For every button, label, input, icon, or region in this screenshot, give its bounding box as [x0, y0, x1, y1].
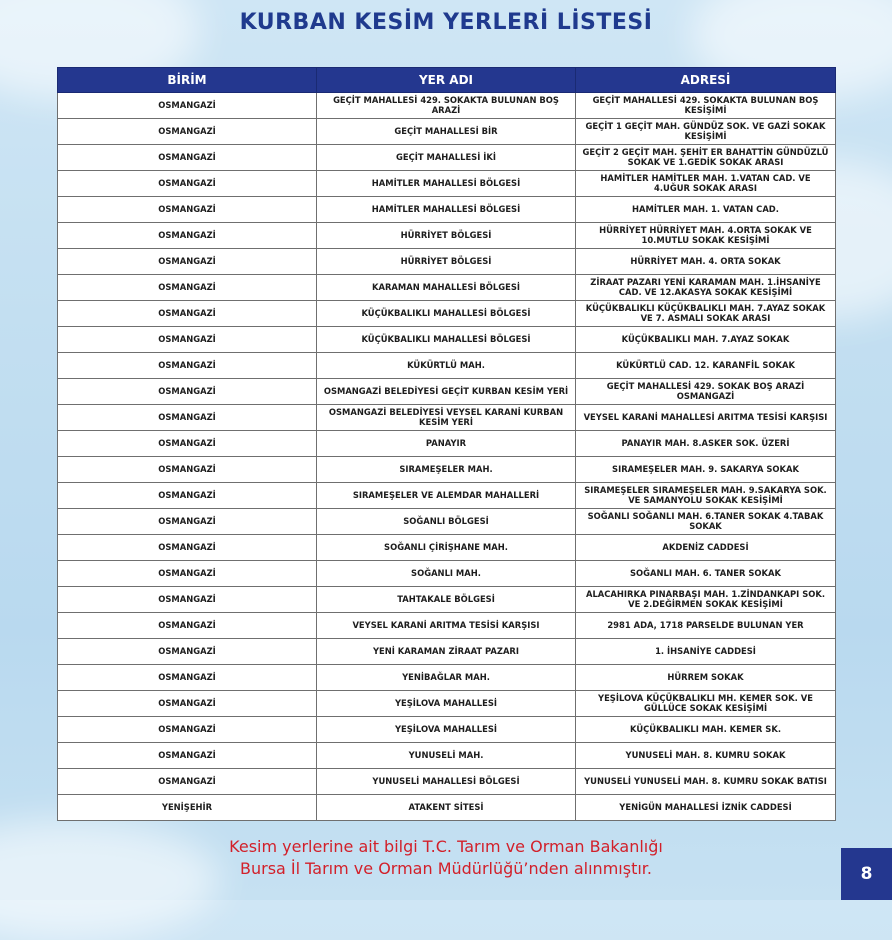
source-note-line-2: Bursa İl Tarım ve Orman Müdürlüğü’nden alınmıştır.	[240, 859, 652, 878]
cell-unit: OSMANGAZİ	[58, 223, 317, 249]
table-row	[58, 561, 836, 587]
source-note-line-1: Kesim yerlerine ait bilgi T.C. Tarım ve Orman Bakanlığı	[229, 837, 663, 856]
cell-unit: OSMANGAZİ	[58, 743, 317, 769]
cell-unit: OSMANGAZİ	[58, 197, 317, 223]
cell-address: SOĞANLI SOĞANLI MAH. 6.TANER SOKAK 4.TABAK SOKAK	[576, 509, 836, 535]
table-header-row	[58, 68, 836, 93]
cell-place-name: HÜRRİYET BÖLGESİ	[317, 249, 576, 275]
cell-address: HÜRREM SOKAK	[576, 665, 836, 691]
cell-address: YUNUSELİ YUNUSELİ MAH. 8. KUMRU SOKAK BATISI	[576, 769, 836, 795]
page-number-badge	[841, 848, 892, 900]
cell-place-name: SOĞANLI MAH.	[317, 561, 576, 587]
cell-address: 1. İHSANİYE CADDESİ	[576, 639, 836, 665]
cell-address: HAMİTLER HAMİTLER MAH. 1.VATAN CAD. VE 4.UĞUR SOKAK ARASI	[576, 171, 836, 197]
table-row	[58, 223, 836, 249]
cell-address: HÜRRİYET MAH. 4. ORTA SOKAK	[576, 249, 836, 275]
cell-address: PANAYIR MAH. 8.ASKER SOK. ÜZERİ	[576, 431, 836, 457]
table-row	[58, 379, 836, 405]
cell-place-name: SIRAMEŞELER MAH.	[317, 457, 576, 483]
cell-unit: OSMANGAZİ	[58, 379, 317, 405]
cell-place-name: KÜKÜRTLÜ MAH.	[317, 353, 576, 379]
cell-place-name: GEÇİT MAHALLESİ 429. SOKAKTA BULUNAN BOŞ ARAZİ	[317, 93, 576, 119]
cell-address: SOĞANLI MAH. 6. TANER SOKAK	[576, 561, 836, 587]
cell-place-name: SIRAMEŞELER VE ALEMDAR MAHALLERİ	[317, 483, 576, 509]
cell-unit: OSMANGAZİ	[58, 483, 317, 509]
table-row	[58, 197, 836, 223]
table-row	[58, 353, 836, 379]
cell-address: HÜRRİYET HÜRRİYET MAH. 4.ORTA SOKAK VE 10.MUTLU SOKAK KESİŞİMİ	[576, 223, 836, 249]
cell-address: SIRAMEŞELER SIRAMEŞELER MAH. 9.SAKARYA SOK. VE SAMANYOLU SOKAK KESİŞİMİ	[576, 483, 836, 509]
table-row	[58, 795, 836, 821]
cell-unit: OSMANGAZİ	[58, 301, 317, 327]
table-row	[58, 639, 836, 665]
cell-address: AKDENİZ CADDESİ	[576, 535, 836, 561]
slaughter-locations-table-wrapper	[57, 67, 835, 821]
column-header-address: ADRESİ	[576, 68, 836, 93]
cell-address: KÜÇÜKBALIKLI MAH. KEMER SK.	[576, 717, 836, 743]
cell-place-name: TAHTAKALE BÖLGESİ	[317, 587, 576, 613]
cell-place-name: GEÇİT MAHALLESİ BİR	[317, 119, 576, 145]
table-row	[58, 483, 836, 509]
cell-place-name: YUNUSELİ MAH.	[317, 743, 576, 769]
cell-unit: OSMANGAZİ	[58, 509, 317, 535]
cell-place-name: KÜÇÜKBALIKLI MAHALLESİ BÖLGESİ	[317, 327, 576, 353]
cell-unit: OSMANGAZİ	[58, 457, 317, 483]
cell-address: KÜÇÜKBALIKLI MAH. 7.AYAZ SOKAK	[576, 327, 836, 353]
cell-unit: OSMANGAZİ	[58, 171, 317, 197]
cell-unit: OSMANGAZİ	[58, 691, 317, 717]
cell-address: HAMİTLER MAH. 1. VATAN CAD.	[576, 197, 836, 223]
table-row	[58, 509, 836, 535]
cell-place-name: HAMİTLER MAHALLESİ BÖLGESİ	[317, 197, 576, 223]
cell-address: YUNUSELİ MAH. 8. KUMRU SOKAK	[576, 743, 836, 769]
cell-unit: OSMANGAZİ	[58, 327, 317, 353]
cell-address: ALACAHIRKA PINARBAŞI MAH. 1.ZİNDANKAPI SOK. VE 2.DEĞİRMEN SOKAK KESİŞİMİ	[576, 587, 836, 613]
cell-place-name: HÜRRİYET BÖLGESİ	[317, 223, 576, 249]
table-row	[58, 119, 836, 145]
table-row	[58, 769, 836, 795]
cell-unit: OSMANGAZİ	[58, 561, 317, 587]
cell-unit: OSMANGAZİ	[58, 639, 317, 665]
cell-place-name: YEŞİLOVA MAHALLESİ	[317, 691, 576, 717]
cell-address: GEÇİT MAHALLESİ 429. SOKAKTA BULUNAN BOŞ KESİŞİMİ	[576, 93, 836, 119]
cell-unit: OSMANGAZİ	[58, 249, 317, 275]
cell-address: GEÇİT MAHALLESİ 429. SOKAK BOŞ ARAZİ OSMANGAZİ	[576, 379, 836, 405]
cell-place-name: GEÇİT MAHALLESİ İKİ	[317, 145, 576, 171]
cell-address: KÜÇÜKBALIKLI KÜÇÜKBALIKLI MAH. 7.AYAZ SOKAK VE 7. ASMALI SOKAK ARASI	[576, 301, 836, 327]
cell-unit: OSMANGAZİ	[58, 769, 317, 795]
cell-unit: OSMANGAZİ	[58, 145, 317, 171]
table-row	[58, 457, 836, 483]
cell-place-name: VEYSEL KARANİ ARITMA TESİSİ KARŞISI	[317, 613, 576, 639]
cell-address: YEŞİLOVA KÜÇÜKBALIKLI MH. KEMER SOK. VE GÜLLÜCE SOKAK KESİŞİMİ	[576, 691, 836, 717]
cell-place-name: ATAKENT SİTESİ	[317, 795, 576, 821]
cell-address: VEYSEL KARANİ MAHALLESİ ARITMA TESİSİ KARŞISI	[576, 405, 836, 431]
table-row	[58, 171, 836, 197]
table-row	[58, 327, 836, 353]
cell-unit: OSMANGAZİ	[58, 535, 317, 561]
source-note	[160, 836, 732, 880]
table-row	[58, 691, 836, 717]
cell-address: GEÇİT 1 GEÇİT MAH. GÜNDÜZ SOK. VE GAZİ SOKAK KESİŞİMİ	[576, 119, 836, 145]
cell-place-name: HAMİTLER MAHALLESİ BÖLGESİ	[317, 171, 576, 197]
cell-unit: OSMANGAZİ	[58, 353, 317, 379]
page-title: KURBAN KESİM YERLERİ LİSTESİ	[239, 10, 653, 35]
cell-address: 2981 ADA, 1718 PARSELDE BULUNAN YER	[576, 613, 836, 639]
cell-place-name: YEŞİLOVA MAHALLESİ	[317, 717, 576, 743]
cell-place-name: SOĞANLI ÇİRİŞHANE MAH.	[317, 535, 576, 561]
table-row	[58, 431, 836, 457]
cell-unit: YENİŞEHİR	[58, 795, 317, 821]
table-row	[58, 613, 836, 639]
column-header-place-name: YER ADI	[317, 68, 576, 93]
cell-address: YENİGÜN MAHALLESİ İZNİK CADDESİ	[576, 795, 836, 821]
column-header-unit: BİRİM	[58, 68, 317, 93]
cell-address: SIRAMEŞELER MAH. 9. SAKARYA SOKAK	[576, 457, 836, 483]
cell-place-name: KARAMAN MAHALLESİ BÖLGESİ	[317, 275, 576, 301]
cell-place-name: OSMANGAZİ BELEDİYESİ VEYSEL KARANİ KURBAN KESİM YERİ	[317, 405, 576, 431]
table-row	[58, 405, 836, 431]
page-number: 8	[860, 864, 873, 884]
cell-unit: OSMANGAZİ	[58, 93, 317, 119]
table-row	[58, 275, 836, 301]
cell-place-name: PANAYIR	[317, 431, 576, 457]
cell-unit: OSMANGAZİ	[58, 665, 317, 691]
cell-unit: OSMANGAZİ	[58, 587, 317, 613]
cell-unit: OSMANGAZİ	[58, 275, 317, 301]
table-body	[58, 93, 836, 821]
cell-unit: OSMANGAZİ	[58, 405, 317, 431]
slaughter-locations-table	[57, 67, 836, 821]
cell-place-name: YENİBAĞLAR MAH.	[317, 665, 576, 691]
table-row	[58, 587, 836, 613]
table-row	[58, 717, 836, 743]
cell-place-name: SOĞANLI BÖLGESİ	[317, 509, 576, 535]
table-row	[58, 249, 836, 275]
cell-place-name: YENİ KARAMAN ZİRAAT PAZARI	[317, 639, 576, 665]
cell-address: ZİRAAT PAZARI YENİ KARAMAN MAH. 1.İHSANİYE CAD. VE 12.AKASYA SOKAK KESİŞİMİ	[576, 275, 836, 301]
cell-unit: OSMANGAZİ	[58, 431, 317, 457]
table-row	[58, 145, 836, 171]
cell-address: KÜKÜRTLÜ CAD. 12. KARANFİL SOKAK	[576, 353, 836, 379]
table-row	[58, 743, 836, 769]
table-row	[58, 301, 836, 327]
table-row	[58, 535, 836, 561]
cell-address: GEÇİT 2 GEÇİT MAH. ŞEHİT ER BAHATTİN GÜNDÜZLÜ SOKAK VE 1.GEDİK SOKAK ARASI	[576, 145, 836, 171]
cell-unit: OSMANGAZİ	[58, 717, 317, 743]
cell-place-name: YUNUSELİ MAHALLESİ BÖLGESİ	[317, 769, 576, 795]
table-row	[58, 665, 836, 691]
cell-place-name: KÜÇÜKBALIKLI MAHALLESİ BÖLGESİ	[317, 301, 576, 327]
table-row	[58, 93, 836, 119]
cell-unit: OSMANGAZİ	[58, 119, 317, 145]
cell-place-name: OSMANGAZİ BELEDİYESİ GEÇİT KURBAN KESİM YERİ	[317, 379, 576, 405]
cell-unit: OSMANGAZİ	[58, 613, 317, 639]
